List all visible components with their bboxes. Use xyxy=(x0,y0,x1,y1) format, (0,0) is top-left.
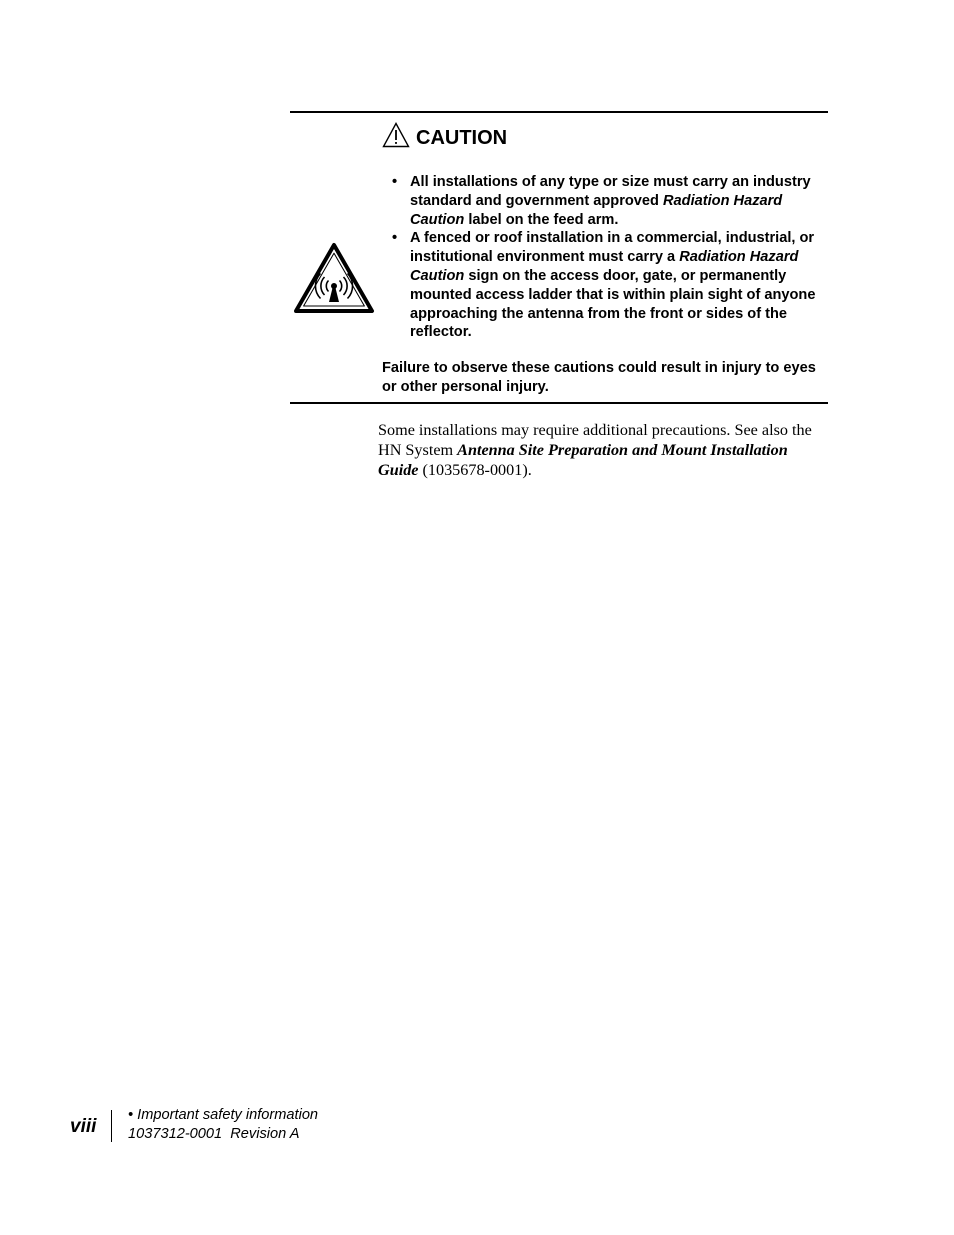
footer-separator xyxy=(111,1110,112,1142)
caution-top-rule xyxy=(290,111,828,113)
bullet-text-emphasis: Radiation Hazard Caution xyxy=(410,192,783,228)
referenced-guide-title: Antenna Site Preparation and Mount Installation Guide xyxy=(378,441,788,479)
caution-bullet-item xyxy=(390,173,830,229)
footer-info xyxy=(128,1106,318,1144)
bullet-text-pre: A fenced or roof installation in a commercial, industrial, or institutional environment must carry a xyxy=(410,230,815,266)
bullet-dot: • xyxy=(392,230,398,247)
body-paragraph xyxy=(378,420,826,480)
bullet-dot: • xyxy=(392,174,398,190)
bullet-text-emphasis: Radiation Hazard Caution xyxy=(410,249,799,284)
bullet-text-pre: All installations of any type or size must carry an industry standard and government approved xyxy=(410,174,811,209)
warning-triangle-icon xyxy=(382,122,410,148)
caution-bullet-item xyxy=(390,229,830,342)
footer-doc-id: 1037312-0001 Revision A xyxy=(128,1126,300,1142)
footer-section: • Important safety information xyxy=(128,1107,319,1123)
caution-bottom-rule xyxy=(290,402,828,404)
page-number: viii xyxy=(70,1116,97,1137)
caution-heading xyxy=(382,120,507,150)
caution-failure-text: Failure to observe these cautions could result in injury to eyes or other personal injury. xyxy=(382,360,816,395)
caution-bullet-list xyxy=(390,173,830,342)
caution-title: CAUTION xyxy=(416,127,508,149)
body-text-pre: Some installations may require additional precautions. See also the HN System xyxy=(378,421,812,459)
bullet-text-post: label on the feed arm. xyxy=(464,211,619,228)
radiation-hazard-icon xyxy=(293,242,375,314)
bullet-text-post: sign on the access door, gate, or permanently mounted access ladder that is within plain sight of anyone approaching the antenna from the front or sides of the reflector. xyxy=(410,267,816,341)
body-text-post: (1035678-0001). xyxy=(418,461,532,479)
